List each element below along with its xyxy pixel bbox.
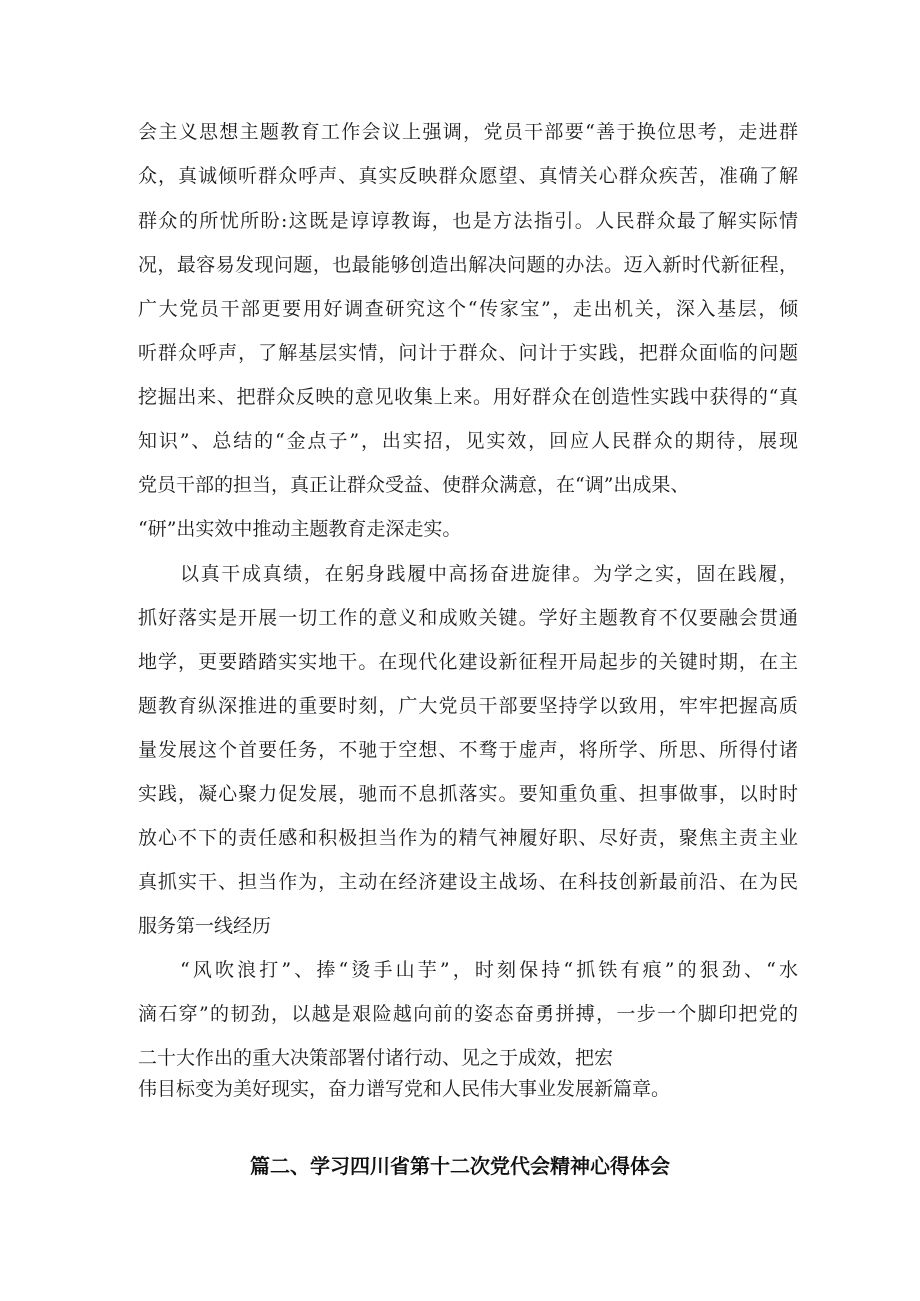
paragraph-line: 真抓实干、担当作为，主动在经济建设主战场、在科技创新最前沿、在为民 bbox=[138, 871, 798, 893]
paragraph-line: 况，最容易发现问题，也最能够创造出解决问题的办法。迈入新时代新征程， bbox=[138, 254, 798, 276]
paragraph-line: 服务第一线经历 bbox=[138, 915, 272, 937]
paragraph-line: 听群众呼声，了解基层实情，问计于群众、问计于实践，把群众面临的问题 bbox=[138, 342, 798, 364]
paragraph-line: 抓好落实是开展一切工作的意义和成败关键。学好主题教育不仅要融会贯通 bbox=[138, 607, 798, 629]
paragraph-line: 放心不下的责任感和积极担当作为的精气神履好职、尽好责，聚焦主责主业 bbox=[138, 827, 798, 849]
paragraph-line: 广大党员干部更要用好调查研究这个“传家宝”，走出机关，深入基层，倾 bbox=[138, 298, 798, 320]
paragraph-line: 会主义思想主题教育工作会议上强调，党员干部要“善于换位思考，走进群 bbox=[138, 121, 798, 143]
paragraph-line: 滴石穿”的韧劲，以越是艰险越向前的姿态奋勇拼搏，一步一个脚印把党的 bbox=[138, 1003, 798, 1025]
paragraph-line: 群众的所忧所盼:这既是谆谆教诲，也是方法指引。人民群众最了解实际情 bbox=[138, 210, 798, 232]
paragraph-line: “风吹浪打”、捧“烫手山芋”，时刻保持“抓铁有痕”的狠劲、“水 bbox=[180, 959, 798, 981]
paragraph-line: 题教育纵深推进的重要时刻，广大党员干部要坚持学以致用，牢牢把握高质 bbox=[138, 695, 798, 717]
paragraph-line: 二十大作出的重大决策部署付诸行动、见之于成效，把宏 bbox=[138, 1047, 614, 1069]
paragraph-line: “研”出实效中推动主题教育走深走实。 bbox=[138, 518, 462, 540]
paragraph-line: 伟目标变为美好现实，奋力谱写党和人民伟大事业发展新篇章。 bbox=[138, 1078, 671, 1100]
paragraph-line: 党员干部的担当，真正让群众受益、使群众满意，在“调”出成果、 bbox=[138, 474, 690, 496]
paragraph-line: 实践，凝心聚力促发展，驰而不息抓落实。要知重负重、担事做事，以时时 bbox=[138, 783, 798, 805]
paragraph-line: 量发展这个首要任务，不驰于空想、不骛于虚声，将所学、所思、所得付诸 bbox=[138, 739, 798, 761]
paragraph-line: 挖掘出来、把群众反映的意见收集上来。用好群众在创造性实践中获得的“真 bbox=[138, 386, 798, 408]
paragraph-line: 众，真诚倾听群众呼声、真实反映群众愿望、真情关心群众疾苦，准确了解 bbox=[138, 165, 798, 187]
paragraph-line: 知识”、总结的“金点子”，出实招，见实效，回应人民群众的期待，展现 bbox=[138, 430, 798, 452]
section-heading: 篇二、学习四川省第十二次党代会精神心得体会 bbox=[250, 1154, 670, 1178]
paragraph-line: 地学，更要踏踏实实地干。在现代化建设新征程开局起步的关键时期，在主 bbox=[138, 651, 798, 673]
paragraph-line: 以真干成真绩，在躬身践履中高扬奋进旋律。为学之实，固在践履， bbox=[180, 563, 798, 585]
